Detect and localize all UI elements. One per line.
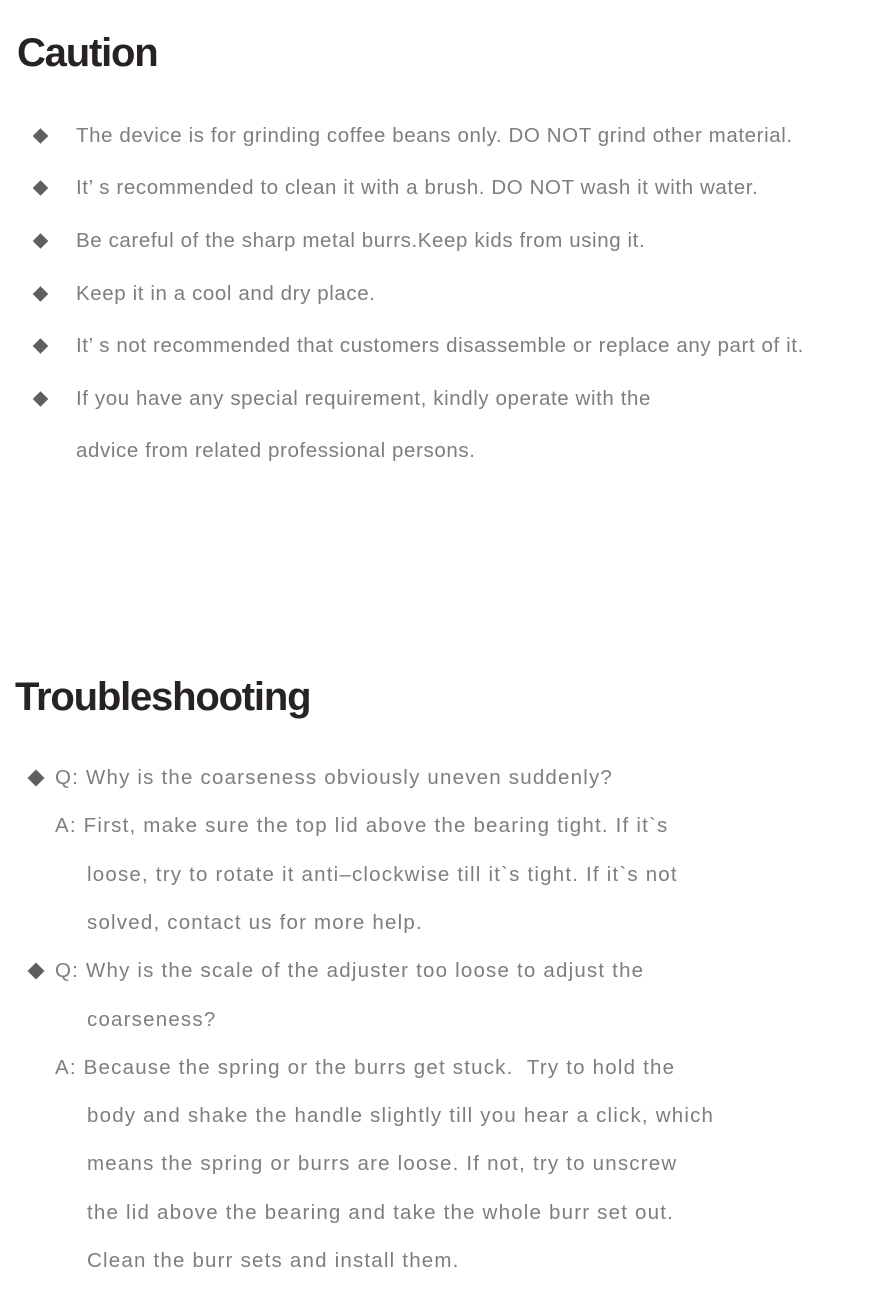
caution-item [0,281,880,307]
caution-item [0,175,880,201]
diamond-bullet-icon [33,180,49,196]
qa-line-text: coarseness? [87,1007,217,1031]
qa-line-text: Q: Why is the coarseness obviously uneven suddenly? [55,766,614,789]
diamond-bullet-icon [33,233,49,249]
qa-line-text: Clean the burr sets and install them. [87,1249,460,1272]
diamond-bullet-icon [28,770,45,787]
caution-item-text: If you have any special requirement, kindly operate with the [76,386,651,410]
qa-line [0,1151,880,1177]
caution-item-text: It’ s not recommended that customers disassemble or replace any part of it. [76,334,804,358]
diamond-bullet-icon [33,286,49,302]
qa-line-text: A: Because the spring or the burrs get stuck. Try to hold the [55,1055,676,1079]
qa-line [0,910,880,936]
qa-line-text: the lid above the bearing and take the whole burr set out. [87,1200,675,1224]
qa-line-text: body and shake the handle slightly till you hear a click, which [87,1104,715,1128]
qa-line [0,862,880,888]
qa-line-text: Q: Why is the scale of the adjuster too loose to adjust the [55,959,645,983]
caution-item [0,386,880,412]
qa-question-line [0,958,880,984]
troubleshooting-heading: Troubleshooting [15,675,311,719]
caution-item-text: The device is for grinding coffee beans only. DO NOT grind other material. [76,123,793,147]
diamond-bullet-icon [33,338,49,354]
qa-line [0,1103,880,1129]
caution-item-text: Keep it in a cool and dry place. [76,281,376,305]
qa-line-text: A: First, make sure the top lid above the bearing tight. If it`s [55,814,669,838]
caution-item [0,123,880,149]
caution-item-continuation [0,438,880,464]
diamond-bullet-icon [28,963,45,980]
qa-line [0,1200,880,1226]
diamond-bullet-icon [33,391,49,407]
qa-question-line [0,765,880,791]
qa-line-text: loose, try to rotate it anti–clockwise till it`s tight. If it`s not [87,862,678,886]
qa-line [0,1055,880,1081]
caution-item-text: advice from related professional persons. [76,439,476,463]
caution-item [0,228,880,254]
caution-item-text: Be careful of the sharp metal burrs.Keep kids from using it. [76,228,646,252]
caution-heading: Caution [17,31,158,75]
qa-line-text: means the spring or burrs are loose. If not, try to unscrew [87,1152,678,1176]
qa-line [0,1248,880,1274]
diamond-bullet-icon [33,128,49,144]
qa-line-text: solved, contact us for more help. [87,910,423,934]
caution-item-text: It’ s recommended to clean it with a brush. DO NOT wash it with water. [76,176,759,200]
qa-line [0,1007,880,1033]
caution-item [0,333,880,359]
qa-line [0,813,880,839]
